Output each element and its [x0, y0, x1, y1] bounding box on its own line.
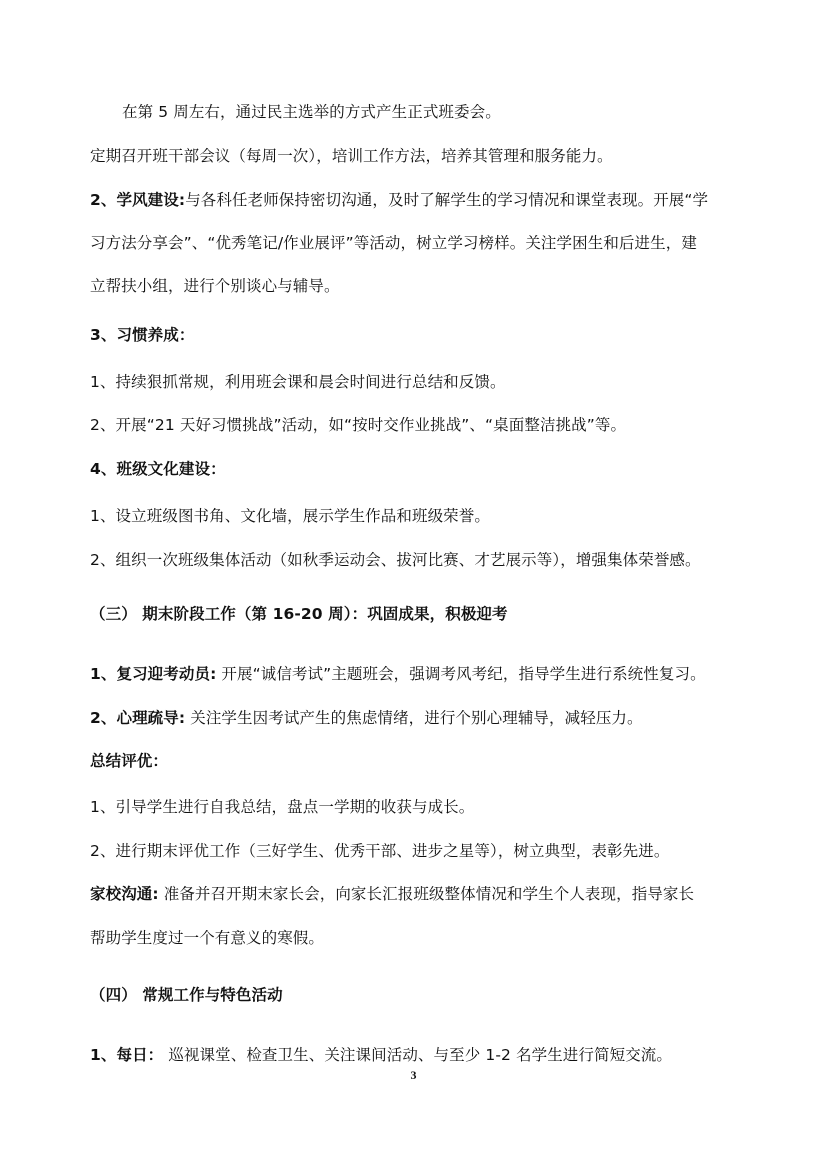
line-text: 巡视课堂、检查卫生、关注课间活动、与至少 1-2 名学生进行简短交流。 — [163, 1046, 672, 1064]
line-text: 在第 5 周左右，通过民主选举的方式产生正式班委会。 — [122, 103, 501, 121]
line-text: 1、持续狠抓常规，利用班会课和晨会时间进行总结和反馈。 — [90, 373, 506, 391]
paragraph-line — [90, 928, 324, 948]
line-text: 2、进行期末评优工作（三好学生、优秀干部、进步之星等），树立典型，表彰先进。 — [90, 842, 670, 860]
paragraph-line — [90, 190, 708, 210]
section-heading — [90, 459, 226, 479]
section-label: 2、学风建设: — [90, 191, 186, 209]
section-heading — [90, 604, 508, 624]
heading-text: （三） 期末阶段工作（第 16-20 周）：巩固成果，积极迎考 — [90, 605, 508, 623]
line-text: 习方法分享会”、“优秀笔记/作业展评”等活动，树立学习榜样。关注学困生和后进生，建 — [90, 234, 697, 252]
section-label: 1、每日： — [90, 1046, 164, 1064]
paragraph-line — [90, 276, 340, 296]
paragraph-line — [122, 102, 501, 122]
line-text: 1、设立班级图书角、文化墙，展示学生作品和班级荣誉。 — [90, 507, 490, 525]
line-text: 立帮扶小组，进行个别谈心与辅导。 — [90, 277, 340, 295]
paragraph-line — [90, 664, 706, 684]
paragraph-line — [90, 550, 701, 570]
page-number: 3 — [410, 1068, 417, 1082]
section-label: 家校沟通: — [90, 885, 159, 903]
line-text: 与各科任老师保持密切沟通，及时了解学生的学习情况和课堂表现。开展“学 — [185, 191, 709, 209]
paragraph-line — [90, 415, 626, 435]
paragraph-line — [90, 884, 694, 904]
line-text: 定期召开班干部会议（每周一次），培训工作方法，培养其管理和服务能力。 — [90, 147, 613, 165]
section-heading — [90, 325, 195, 345]
paragraph-line — [90, 233, 697, 253]
paragraph-line — [90, 797, 474, 817]
heading-text: （四） 常规工作与特色活动 — [90, 986, 283, 1004]
paragraph-line — [90, 506, 490, 526]
section-label: 1、复习迎考动员: — [90, 665, 217, 683]
paragraph-line — [90, 372, 506, 392]
section-heading — [90, 985, 283, 1005]
paragraph-line — [90, 146, 613, 166]
line-text: 关注学生因考试产生的焦虑情绪，进行个别心理辅导，减轻压力。 — [185, 709, 643, 727]
paragraph-line — [90, 841, 669, 861]
line-text: 1、引导学生进行自我总结，盘点一学期的收获与成长。 — [90, 798, 475, 816]
heading-text: 总结评优： — [90, 752, 169, 770]
line-text: 2、开展“21 天好习惯挑战”活动，如“按时交作业挑战”、“桌面整洁挑战”等。 — [90, 416, 627, 434]
line-text: 2、组织一次班级集体活动（如秋季运动会、拔河比赛、才艺展示等），增强集体荣誉感。 — [90, 551, 701, 569]
line-text: 准备并召开期末家长会，向家长汇报班级整体情况和学生个人表现，指导家长 — [158, 885, 695, 903]
line-text: 开展“诚信考试”主题班会，强调考风考纪，指导学生进行系统性复习。 — [216, 665, 706, 683]
heading-text: 4、班级文化建设： — [90, 460, 226, 478]
section-label: 2、心理疏导: — [90, 709, 186, 727]
paragraph-line — [90, 1045, 672, 1065]
section-heading — [90, 751, 168, 771]
line-text: 帮助学生度过一个有意义的寒假。 — [90, 929, 325, 947]
paragraph-line — [90, 708, 643, 728]
heading-text: 3、习惯养成： — [90, 326, 195, 344]
